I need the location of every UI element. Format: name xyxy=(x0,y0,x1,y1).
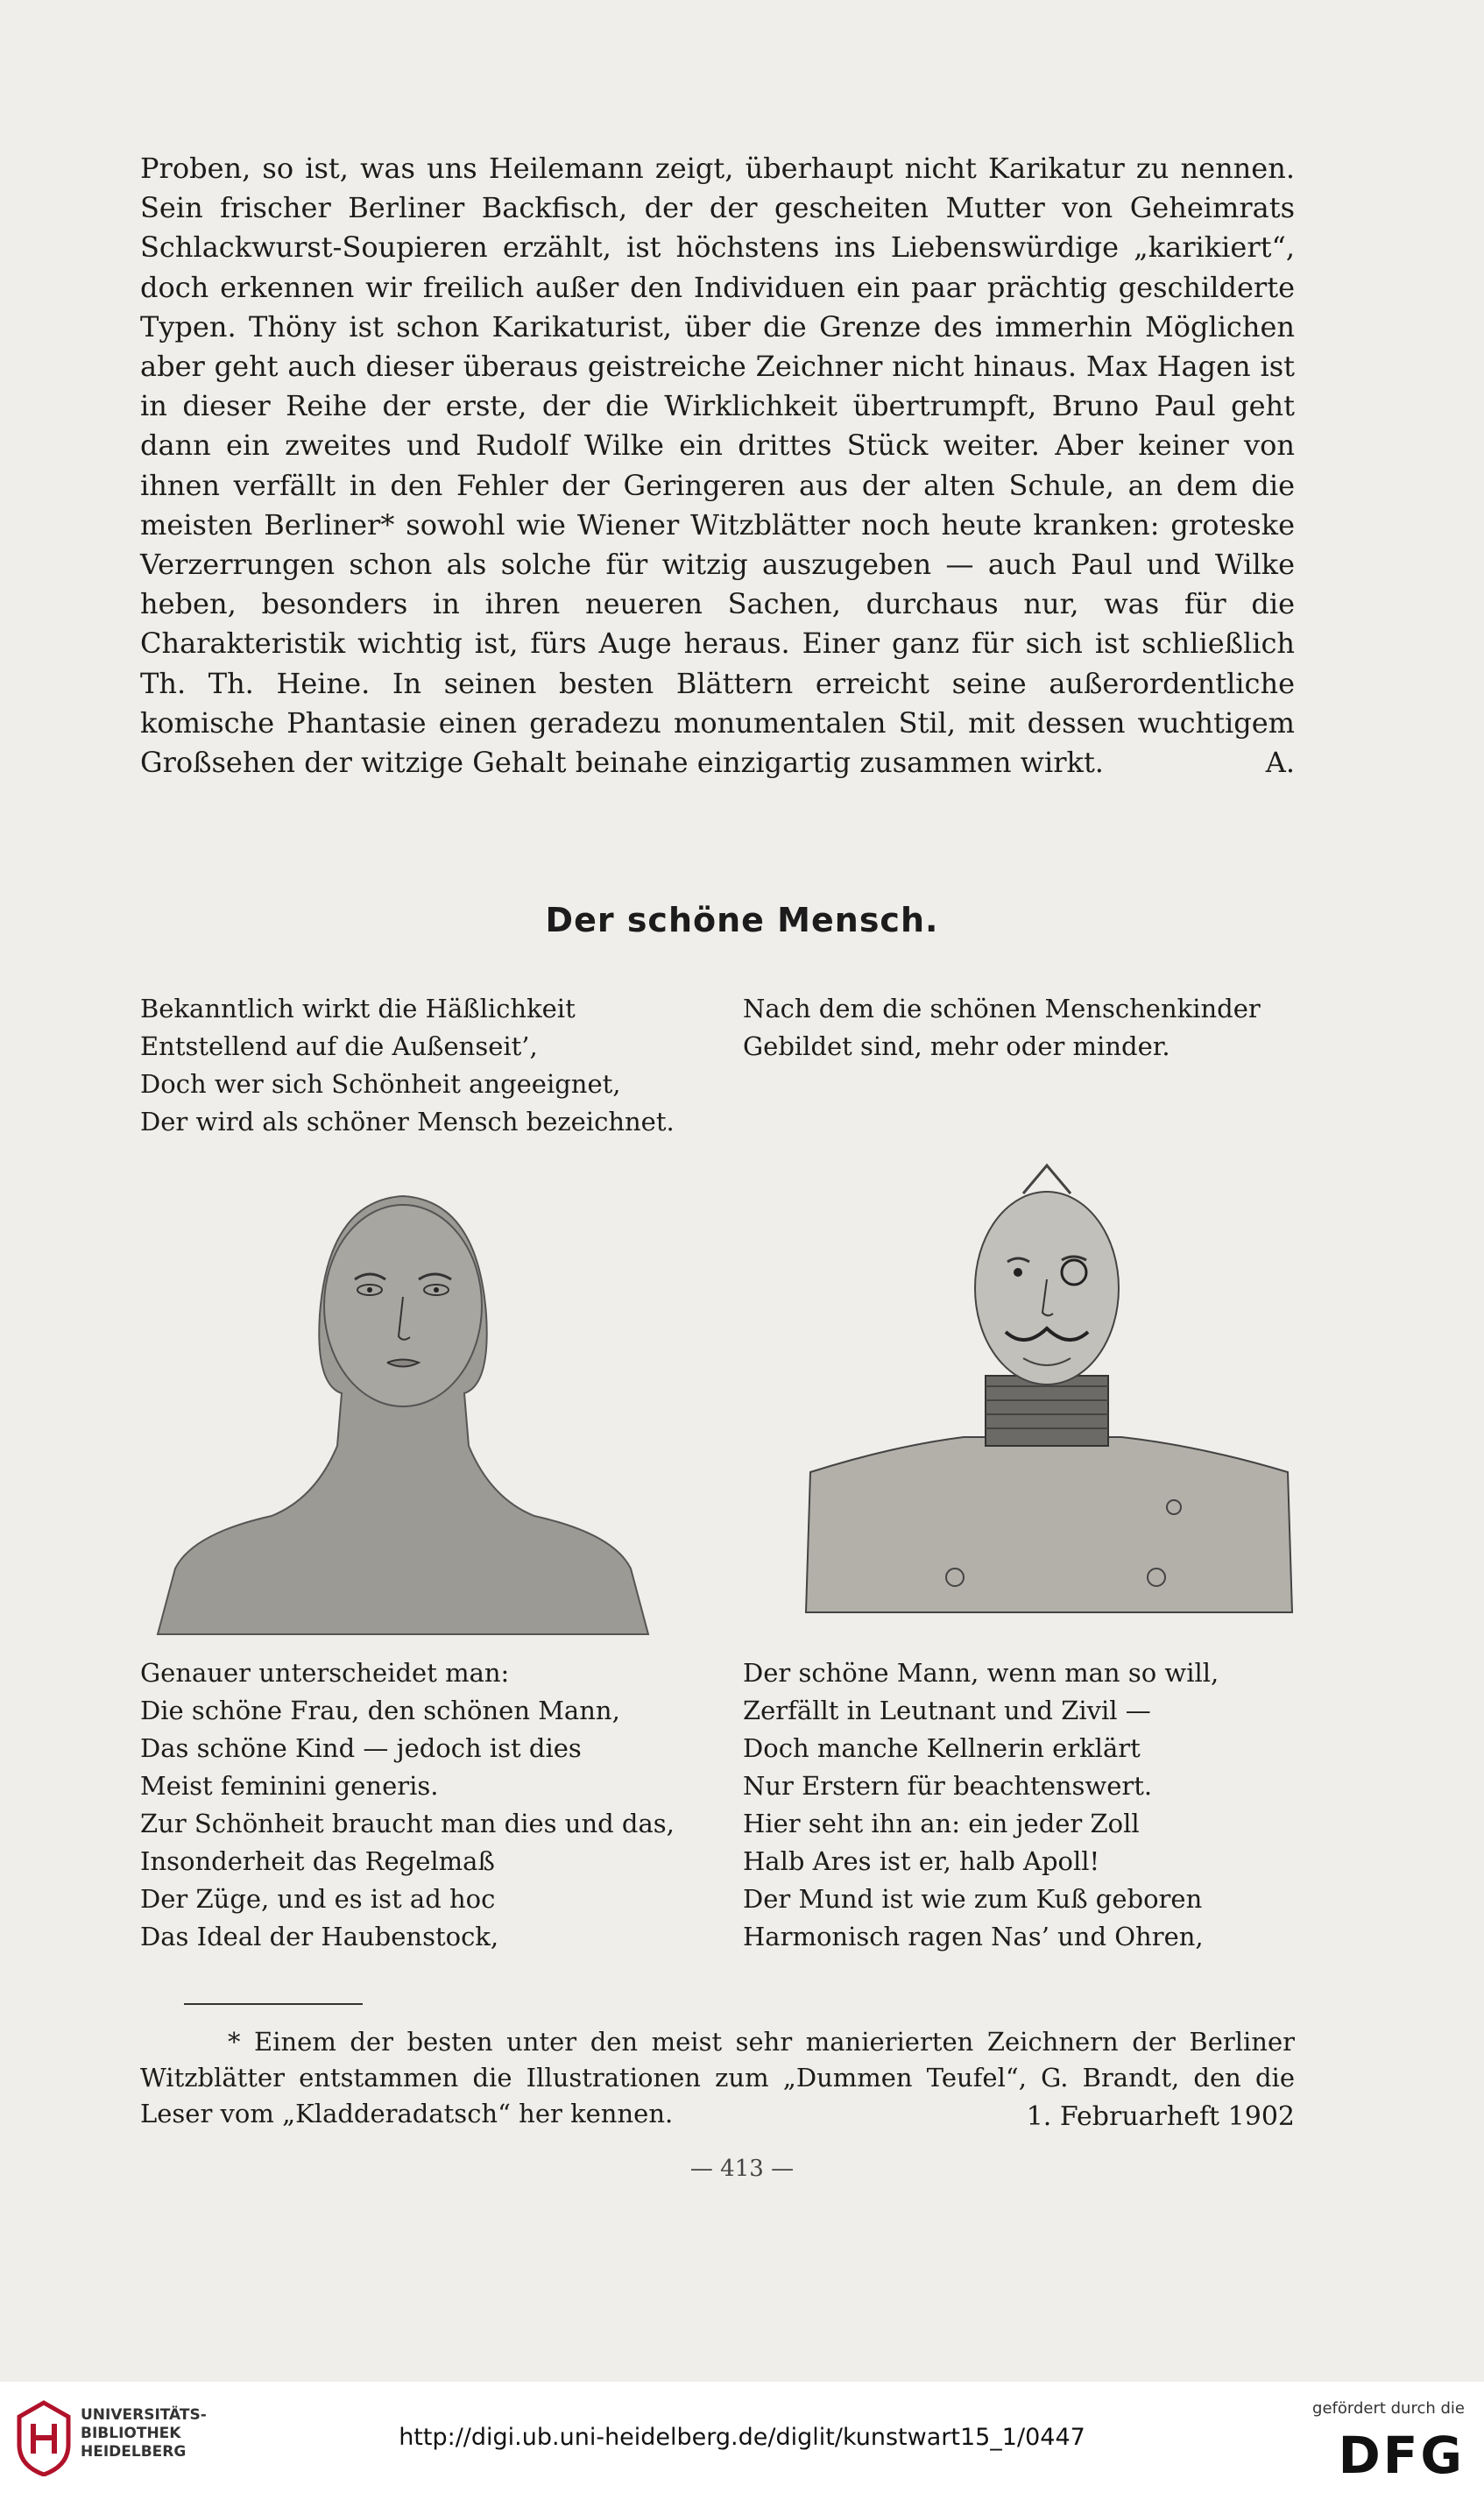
footnote-text: * Einem der besten unter den meist sehr manierierten Zeichnern der Berliner Witzblätter entstammen die Illustrationen zum „Dummen Teufel“, G. Brandt, den die Leser vom „Kladderadatsch“ her kennen. xyxy=(140,2027,1295,2128)
verse-line: Doch wer sich Schönheit angeeignet, xyxy=(140,1069,621,1099)
library-name-line: UNIVERSITÄTS- xyxy=(81,2406,207,2424)
article-text xyxy=(140,149,1295,783)
dfg-logo: DFG xyxy=(1338,2426,1465,2485)
verse-line: Der wird als schöner Mensch bezeichnet. xyxy=(140,1107,675,1137)
verse-line: Gebildet sind, mehr oder minder. xyxy=(743,1031,1170,1061)
verse-line: Nach dem die schönen Menschenkinder xyxy=(743,994,1261,1023)
verse-line: Der Züge, und es ist ad hoc xyxy=(140,1884,496,1914)
verse-line: Hier seht ihn an: ein jeder Zoll xyxy=(743,1809,1140,1838)
verse-line: Bekanntlich wirkt die Häßlichkeit xyxy=(140,994,576,1023)
verse-line: Zur Schönheit braucht man dies und das, xyxy=(140,1809,675,1838)
permalink-url[interactable]: http://digi.ub.uni-heidelberg.de/diglit/kunstwart15_1/0447 xyxy=(399,2424,1085,2451)
verse-line: Nur Erstern für beachtenswert. xyxy=(743,1771,1153,1801)
verse-line: Insonderheit das Regelmaß xyxy=(140,1846,495,1876)
verse-line: Doch manche Kellnerin erklärt xyxy=(743,1733,1141,1763)
library-name-line: HEIDELBERG xyxy=(81,2443,187,2461)
stanza-left-top xyxy=(140,990,675,1141)
issue-label: 1. Februarheft 1902 xyxy=(1026,2101,1295,2132)
verse-line: Harmonisch ragen Nas’ und Ohren, xyxy=(743,1922,1204,1951)
verse-line: Halb Ares ist er, halb Apoll! xyxy=(743,1846,1100,1876)
library-name-line: BIBLIOTHEK xyxy=(81,2425,181,2442)
verse-line: Die schöne Frau, den schönen Mann, xyxy=(140,1696,620,1725)
verse-line: Meist feminini generis. xyxy=(140,1771,439,1801)
stanza-left-bottom xyxy=(140,1654,675,1956)
funded-by-label: gefördert durch die xyxy=(1312,2399,1465,2418)
verse-line: Der Mund ist wie zum Kuß geboren xyxy=(743,1884,1203,1914)
footnote-rule xyxy=(184,2003,363,2005)
page-number: — 413 — xyxy=(689,2156,795,2182)
verse-line: Das schöne Kind — jedoch ist dies xyxy=(140,1733,582,1763)
lieutenant-bust-illustration xyxy=(788,1157,1305,1621)
stanza-right-top xyxy=(743,990,1261,1066)
verse-line: Zerfällt in Leutnant und Zivil — xyxy=(743,1696,1151,1725)
footer-bar xyxy=(0,2382,1484,2493)
article-signature: A. xyxy=(1265,746,1295,780)
woman-bust-illustration xyxy=(140,1183,666,1639)
verse-line: Der schöne Mann, wenn man so will, xyxy=(743,1658,1219,1688)
verse-line: Entstellend auf die Außenseit’, xyxy=(140,1031,538,1061)
verse-line: Das Ideal der Haubenstock, xyxy=(140,1922,499,1951)
article-paragraph: Proben, so ist, was uns Heilemann zeigt, überhaupt nicht Karikatur zu nennen. Sein frischer Berliner Backfisch, der der gescheiten Mutter von Geheimrats Schlackwurst-Soupieren erzählt, ist höchstens ins Liebenswürdige „karikiert“, doch erkennen wir freilich außer den Individuen ein paar prächtig geschilderte Typen. Thöny ist schon Karikaturist, über die Grenze des immerhin Möglichen aber geht auch dieser überaus geistreiche Zeichner nicht hinaus. Max Hagen ist in dieser Reihe der erste, der die Wirklichkeit übertrumpft, Bruno Paul geht dann ein zweites und Rudolf Wilke ein drittes Stück weiter. Aber keiner von ihnen verfällt in den Fehler der Geringeren aus der alten Schule, an dem die meisten Berliner* sowohl wie Wiener Witzblätter noch heute kranken: groteske Verzerrungen schon als solche für witzig auszugeben — auch Paul und Wilke heben, besonders in ihren neueren Sachen, durchaus nur, was für die Charakteristik wichtig ist, fürs Auge heraus. Einer ganz für sich ist schließlich Th. Th. Heine. In seinen besten Blättern erreicht seine außerordentliche komische Phantasie einen geradezu monumentalen Stil, mit dessen wuchtigem Großsehen der witzige Gehalt beinahe einzigartig zusammen wirkt. A. xyxy=(140,149,1295,783)
poem-title: Der schöne Mensch. xyxy=(545,901,939,939)
stanza-right-bottom xyxy=(743,1654,1219,1956)
verse-line: Genauer unterscheidet man: xyxy=(140,1658,510,1688)
